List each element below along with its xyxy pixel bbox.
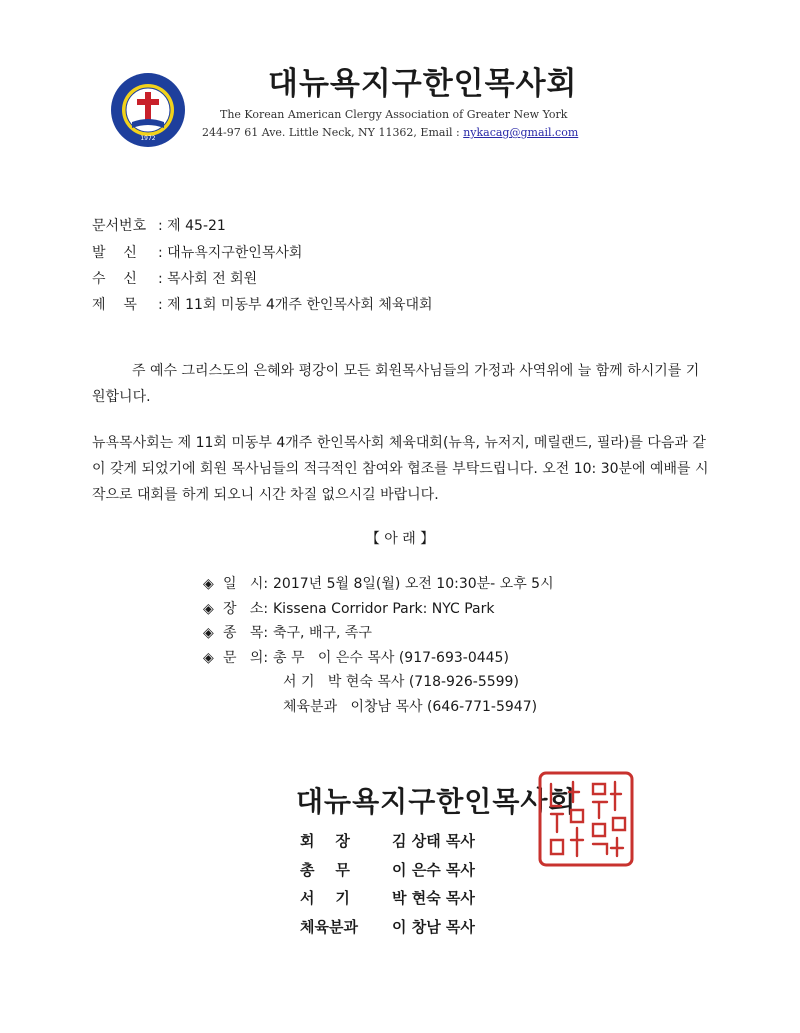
diamond-bullet-icon: ◈ <box>203 576 214 592</box>
detail-date <box>203 573 554 593</box>
org-address <box>202 126 578 139</box>
recipient-row <box>92 268 257 288</box>
sender-value: : 대뉴욕지구한인목사회 <box>158 245 303 261</box>
diamond-bullet-icon: ◈ <box>203 625 214 641</box>
detail-label: 장 소: <box>223 601 269 617</box>
greeting-paragraph: 주 예수 그리스도의 은혜와 평강이 모든 회원목사님들의 가정과 사역위에 늘 함께 하시기를 기원합니다. <box>92 363 700 405</box>
officer-role: 총 무 <box>300 861 350 879</box>
officer-row <box>300 887 475 908</box>
detail-value: 총 무 이 은수 목사 (917-693-0445) <box>273 650 509 666</box>
section-heading: 【 아 래 】 <box>365 531 435 547</box>
announcement-paragraph: 뉴욕목사회는 제 11회 미동부 4개주 한인목사회 체육대회(뉴욕, 뉴저지, 메릴랜드, 필라)를 다음과 같이 갖게 되었기에 회원 목사님들의 적극적인 참여와 협조를 부탁드립니다. 오전 10: 30분에 예배를 시작으로 대회를 하게 되오니 시간 차질 없으시길 바랍니다. <box>92 435 709 503</box>
email-link[interactable]: nykacag@gmail.com <box>463 126 579 139</box>
detail-venue <box>203 598 495 618</box>
officer-name: 박 현숙 목사 <box>392 889 475 907</box>
logo-year: 1972 <box>140 135 156 142</box>
detail-value: 축구, 배구, 족구 <box>273 625 372 641</box>
subject-value: : 제 11회 미동부 4개주 한인목사회 체육대회 <box>158 297 433 313</box>
officer-row <box>300 830 475 851</box>
detail-label: 일 시: <box>223 576 269 592</box>
recipient-value: : 목사회 전 회원 <box>158 271 258 287</box>
org-subtitle: The Korean American Clergy Association of Greater New York <box>220 108 568 121</box>
subject-label: 제 목 <box>92 297 137 313</box>
recipient-label: 수 신 <box>92 271 137 287</box>
officer-row <box>300 859 475 880</box>
org-title: 대뉴욕지구한인목사회 <box>268 66 578 102</box>
officer-row <box>300 916 475 937</box>
officer-role: 서 기 <box>300 889 350 907</box>
doc-number-label: 문서번호 <box>92 218 147 234</box>
officer-role: 회 장 <box>300 832 350 850</box>
officer-name: 김 상태 목사 <box>392 832 475 850</box>
detail-contact <box>203 647 509 667</box>
sender-label: 발 신 <box>92 245 137 261</box>
detail-label: 문 의: <box>223 650 269 666</box>
contact-secretary: 서 기 박 현숙 목사 (718-926-5599) <box>283 674 519 690</box>
address-text: 244-97 61 Ave. Little Neck, NY 11362, Email : <box>202 126 464 139</box>
diamond-bullet-icon: ◈ <box>203 650 214 666</box>
subject-row <box>92 294 433 314</box>
signature-org: 대뉴욕지구한인목사회 <box>296 785 577 818</box>
association-logo <box>110 72 186 148</box>
detail-label: 종 목: <box>223 625 269 641</box>
officer-role: 체육분과 <box>300 918 358 936</box>
officer-name: 이 은수 목사 <box>392 861 475 879</box>
sender-row <box>92 242 302 262</box>
contact-sports-committee: 체육분과 이창남 목사 (646-771-5947) <box>283 699 538 715</box>
detail-events <box>203 622 372 642</box>
detail-value: Kissena Corridor Park: NYC Park <box>273 601 495 617</box>
doc-number-value: : 제 45-21 <box>158 218 226 234</box>
diamond-bullet-icon: ◈ <box>203 601 214 617</box>
doc-number-row <box>92 215 226 235</box>
detail-value: 2017년 5월 8일(월) 오전 10:30분- 오후 5시 <box>273 576 554 592</box>
official-seal-stamp <box>537 770 635 868</box>
officer-name: 이 창남 목사 <box>392 918 475 936</box>
